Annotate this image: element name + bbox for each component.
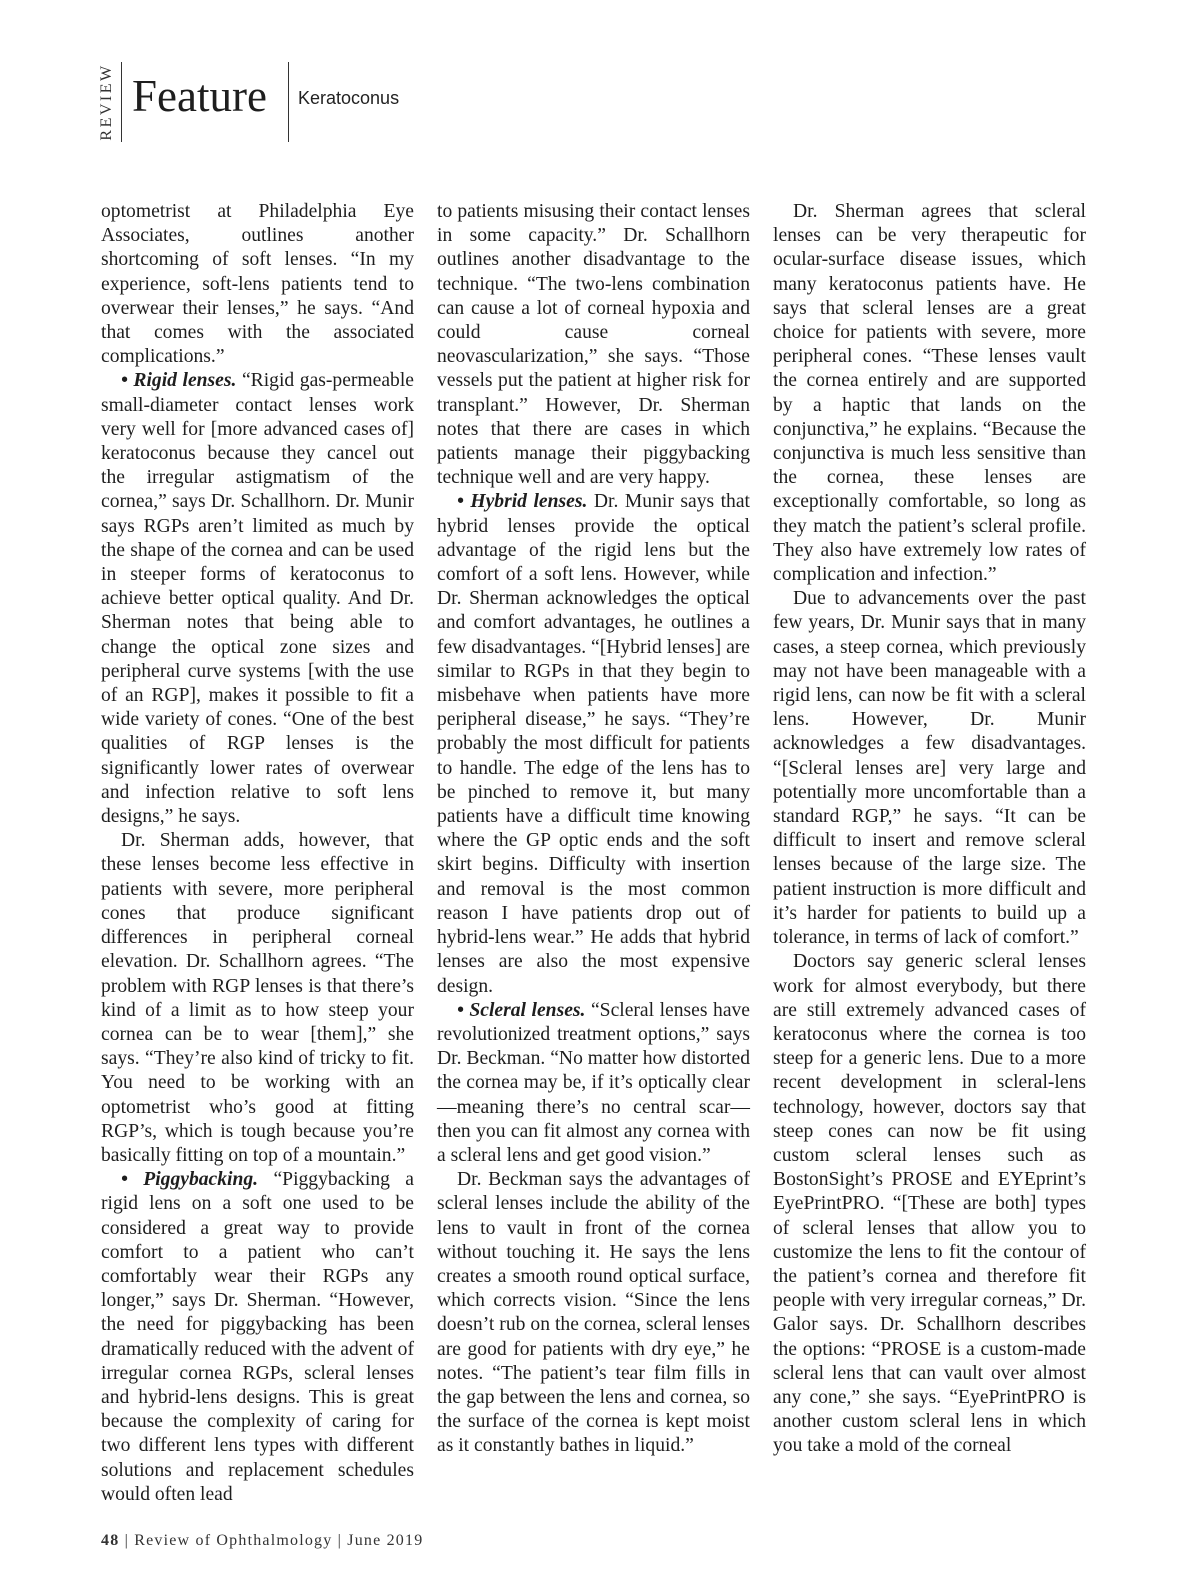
paragraph-text: Dr. Sherman agrees that scleral lenses can be very therapeutic for ocular-surface disease issues, which many keratoconus patients have. He says that scleral lenses are a great choice for patients with severe, more peripheral cones. “These lenses vault the cornea entirely and are supported by a haptic that lands on the conjunctiva,” he explains. “Because the conjunctiva is much less sensitive than the cornea, these lenses are exceptionally comfortable, so long as they match the patient’s scleral profile. They also have extremely low rates of complication and infection.”	[773, 201, 1086, 586]
paragraph	[773, 587, 1086, 950]
page-footer	[101, 1532, 423, 1550]
article-column-2	[437, 200, 750, 1480]
paragraph	[101, 369, 414, 829]
footer-separator: |	[124, 1532, 130, 1549]
paragraph-lead: • Scleral lenses.	[457, 999, 586, 1021]
paragraph-text: Doctors say generic scleral lenses work for almost everybody, but there are still extremely advanced cases of keratoconus where the cornea is too steep for a generic lens. Due to a more recent development in scleral-lens technology, however, doctors say that steep cones can now be fit using custom scleral lenses such as BostonSight’s PROSE and EYEprint’s EyePrintPRO. “[These are both] types of scleral lenses that allow you to customize the lens to fit the contour of the patient’s cornea and therefore fit people with very irregular corneas,” Dr. Galor says. Dr. Schallhorn describes the options: “PROSE is a custom-made scleral lens that can vault over almost any cone,” she says. “EyePrintPRO is another custom scleral lens in which you take a mold of the corneal	[773, 951, 1086, 1457]
paragraph	[773, 200, 1086, 587]
paragraph-text: Due to advancements over the past few years, Dr. Munir says that in many cases, a steep cornea, which previously may not have been manageable with a rigid lens, can now be fit with a scleral lens. However, Dr. Munir acknowledges a few disadvantages. “[Scleral lenses are] very large and potentially more uncomfortable than a standard RGP,” he says. “It can be difficult to insert and remove scleral lenses because of the large size. The patient instruction is more difficult and it’s harder for patients to build up a tolerance, in terms of lack of comfort.”	[773, 588, 1086, 949]
paragraph	[773, 950, 1086, 1458]
paragraph-text: “Scleral lenses have revolutionized treatment options,” says Dr. Beckman. “No matter how distorted the cornea may be, if it’s optically clear—meaning there’s no central scar—then you can fit almost any cornea with a scleral lens and get good vision.”	[437, 999, 751, 1166]
section-label: Keratoconus	[298, 88, 400, 108]
article-column-1	[101, 200, 414, 1505]
paragraph-text: Dr. Sherman adds, however, that these lenses become less effective in patients with severe, more peripheral cones that produce significant differences in peripheral corneal elevation. Dr. Schallhorn agrees. “The problem with RGP lenses is that there’s kind of a limit as to how steep your cornea can be to wear [them],” she says. “They’re also kind of tricky to fit. You need to be working with an optometrist who’s good at fitting RGP’s, which is tough because you’re basically fitting on top of a mountain.”	[101, 830, 414, 1166]
paragraph-text: Dr. Munir says that hybrid lenses provide the optical advantage of the rigid lens but the comfort of a soft lens. However, while Dr. Sherman acknowledges the optical and comfort advantages, he outlines a few disadvantages. “[Hybrid lenses] are similar to RGPs in that they begin to misbehave when patients have more peripheral disease,” he says. “They’re probably the most difficult for patients to handle. The edge of the lens has to be pinched to remove it, but many patients have a difficult time knowing where the GP optic ends and the soft skirt begins. Difficulty with insertion and removal is the most common reason I have patients drop out of hybrid-lens wear.” He adds that hybrid lenses are also the most expensive design.	[437, 491, 750, 997]
paragraph-text: “Rigid gas-permeable small-diameter contact lenses work very well for [more advanced cases of] keratoconus because they cancel out the irregular astigmatism of the cornea,” says Dr. Schallhorn. Dr. Munir says RGPs aren’t limited as much by the shape of the cornea and can be used in steeper forms of keratoconus to achieve better optical quality. And Dr. Sherman notes that being able to change the optical zone sizes and peripheral curve systems [with the use of an RGP], makes it possible to fit a wide variety of cones. “One of the best qualities of RGP lenses is the significantly lower rates of overwear and infection relative to soft lens designs,” he says.	[101, 370, 414, 828]
paragraph	[101, 200, 414, 369]
paragraph-lead: • Hybrid lenses.	[457, 491, 588, 513]
review-vertical-text: REVIEW	[98, 63, 115, 141]
article-column-3	[773, 200, 1086, 1480]
paragraph-text: Dr. Beckman says the advantages of scleral lenses include the ability of the lens to vault in front of the cornea without touching it. He says the lens creates a smooth round optical surface, which corrects vision. “Since the lens doesn’t rub on the cornea, scleral lenses are good for patients with dry eye,” he notes. “The patient’s tear film fills in the gap between the lens and cornea, so the surface of the cornea is kept moist as it constantly bathes in liquid.”	[437, 1169, 750, 1457]
feature-title: Feature	[132, 71, 267, 121]
paragraph	[437, 999, 750, 1168]
review-vertical-label	[94, 62, 120, 142]
issue-date: June 2019	[347, 1532, 424, 1549]
paragraph-lead: • Piggybacking.	[121, 1169, 259, 1191]
paragraph	[437, 1168, 750, 1458]
paragraph	[437, 200, 750, 490]
publication-name: Review of Ophthalmology	[134, 1532, 333, 1549]
paragraph-text: optometrist at Philadelphia Eye Associates, outlines another shortcoming of soft lenses. “In my experience, soft-lens patients tend to overwear their lenses,” he says. “And that comes with the associated complications.”	[101, 201, 414, 368]
page-number: 48	[101, 1532, 120, 1549]
paragraph-lead: • Rigid lenses.	[121, 370, 237, 392]
paragraph	[437, 490, 750, 998]
footer-separator: |	[337, 1532, 343, 1549]
header-rule-left	[121, 62, 122, 142]
paragraph	[101, 829, 414, 1168]
paragraph-text: “Piggybacking a rigid lens on a soft one used to be considered a great way to provide comfort to a patient who can’t comfortably wear their RGPs any longer,” says Dr. Sherman. “However, the need for piggybacking has been dramatically reduced with the advent of irregular cornea RGPs, scleral lenses and hybrid-lens designs. This is great because the complexity of caring for two different lens types with different solutions and replacement schedules would often lead	[101, 1169, 414, 1505]
paragraph-text: to patients misusing their contact lenses in some capacity.” Dr. Schallhorn outlines another disadvantage to the technique. “The two-lens combination can cause a lot of corneal hypoxia and could cause corneal neovascularization,” she says. “Those vessels put the patient at higher risk for transplant.” However, Dr. Sherman notes that there are cases in which patients manage their piggybacking technique well and are very happy.	[437, 201, 750, 489]
header-rule-right	[288, 62, 289, 142]
paragraph	[101, 1168, 414, 1507]
